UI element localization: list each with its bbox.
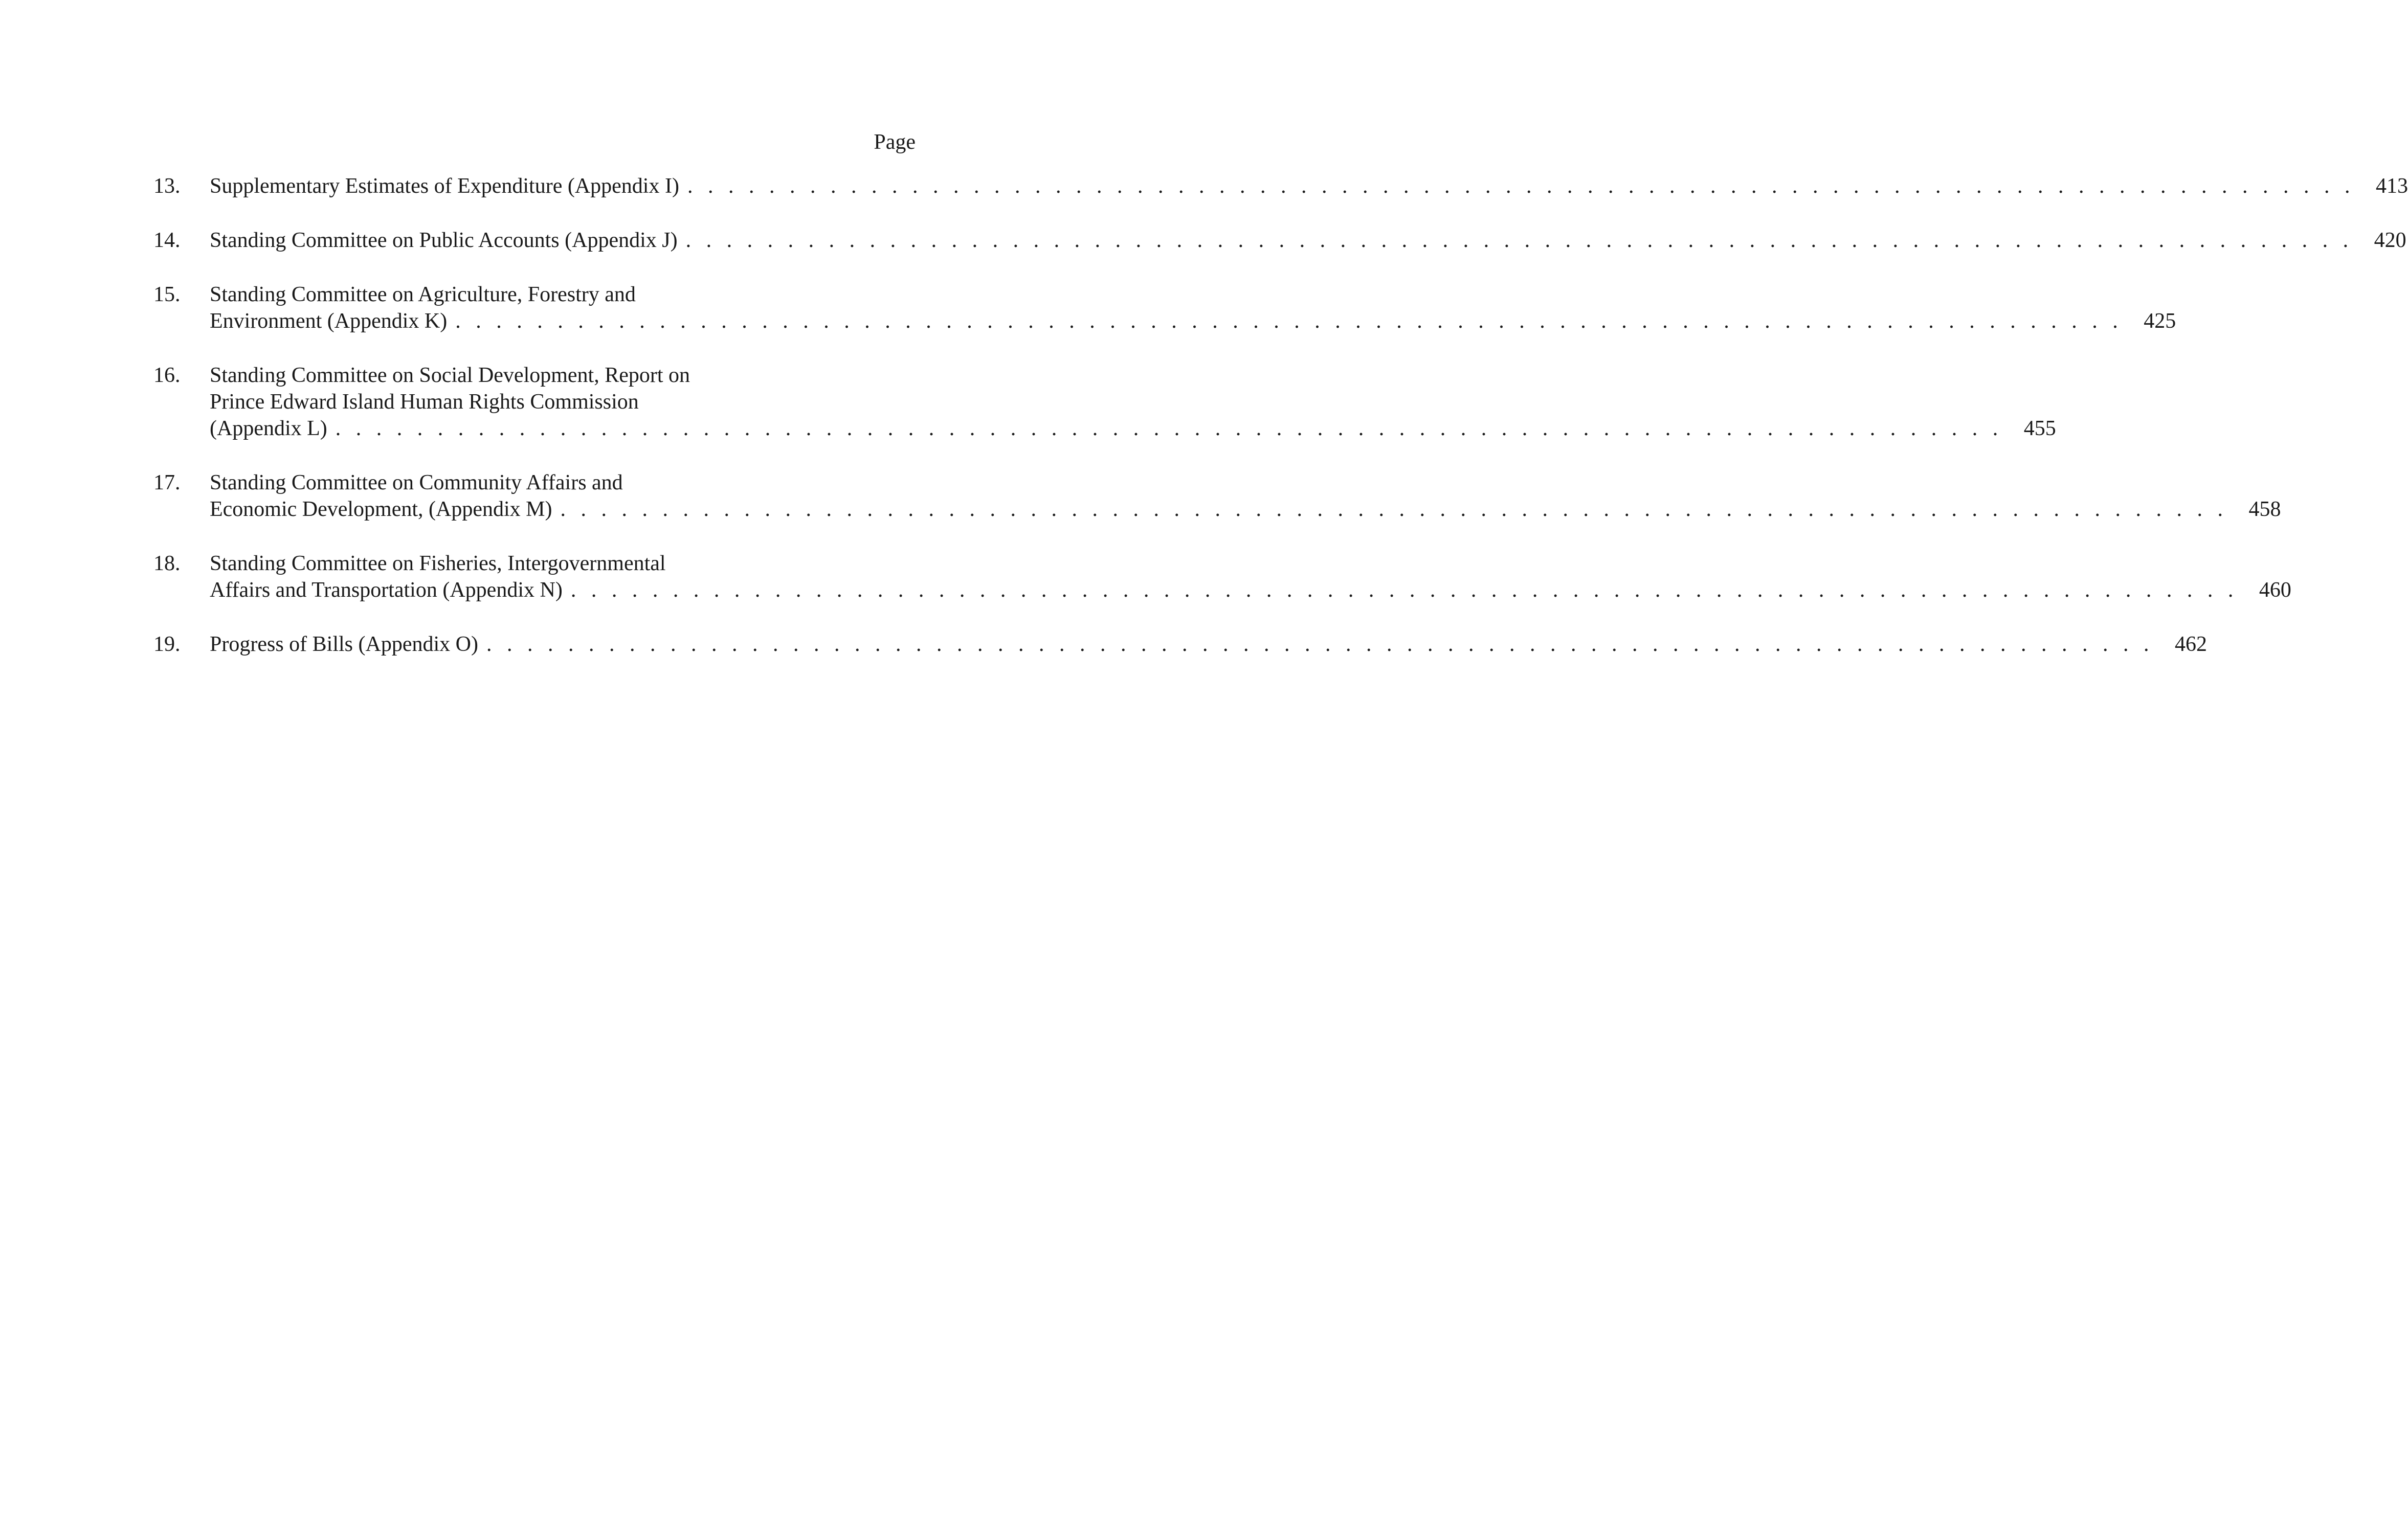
toc-entry-title: [210, 173, 2408, 199]
toc-entry-title-line: Standing Committee on Fisheries, Intergovernmental: [210, 552, 666, 575]
dot-leader: . . . . . . . . . . . . . . . . . . . . . . . . . . . . . . . . . . . . . . . . . . . . . . . . . . . . . . . . . . . . . . . . . . . . . . . . . . . . . . . . . .: [687, 174, 2355, 198]
toc-entry-title-line: Affairs and Transportation (Appendix N): [210, 578, 563, 602]
toc-entry-number: 15.: [153, 283, 181, 306]
toc-entry-title-line: Standing Committee on Public Accounts (Appendix J): [210, 229, 678, 252]
toc-entry-title: [210, 281, 2176, 334]
toc-entry-title-line: Standing Committee on Community Affairs and: [210, 471, 623, 494]
toc-entry-title: [210, 362, 2056, 442]
toc-entry-number: 17.: [153, 471, 181, 494]
toc-entry-title: [210, 469, 2281, 523]
toc-entry-title-line: Progress of Bills (Appendix O): [210, 633, 478, 656]
dot-leader: . . . . . . . . . . . . . . . . . . . . . . . . . . . . . . . . . . . . . . . . . . . . . . . . . . . . . . . . . . . . . . . . . . . . . . . . . . . . . . . . . .: [560, 498, 2228, 521]
toc-entry-page-number: 462: [2174, 633, 2207, 656]
toc-entry-title-line: Environment (Appendix K): [210, 309, 448, 333]
toc-entry-page-number: 425: [2144, 309, 2176, 333]
toc-entry-title-line: Standing Committee on Agriculture, Forestry and: [210, 283, 636, 306]
page-column-heading: Page: [874, 130, 916, 154]
toc-entry-page-number: 413: [2375, 174, 2408, 198]
dot-leader: . . . . . . . . . . . . . . . . . . . . . . . . . . . . . . . . . . . . . . . . . . . . . . . . . . . . . . . . . . . . . . . . . . . . . . . . . . . . . . . . . .: [335, 417, 2003, 440]
toc-entry-page-number: 460: [2259, 578, 2291, 602]
toc-entry-number: 14.: [153, 229, 181, 252]
toc-entry-number: 18.: [153, 552, 181, 575]
toc-entry-title: [210, 631, 2207, 658]
toc-entry-page-number: 420: [2374, 229, 2406, 252]
toc-entry-title-line: Economic Development, (Appendix M): [210, 498, 552, 521]
toc-entry-page-number: 458: [2248, 498, 2281, 521]
toc-entry-title: [210, 227, 2406, 254]
toc-entry-page-number: 455: [2023, 417, 2056, 440]
toc-entry-title-line: Prince Edward Island Human Rights Commission: [210, 390, 639, 414]
dot-leader: . . . . . . . . . . . . . . . . . . . . . . . . . . . . . . . . . . . . . . . . . . . . . . . . . . . . . . . . . . . . . . . . . . . . . . . . . . . . . . . . . .: [685, 229, 2353, 252]
toc-entry-title-line: (Appendix L): [210, 417, 327, 440]
dot-leader: . . . . . . . . . . . . . . . . . . . . . . . . . . . . . . . . . . . . . . . . . . . . . . . . . . . . . . . . . . . . . . . . . . . . . . . . . . . . . . . . . .: [570, 578, 2238, 602]
dot-leader: . . . . . . . . . . . . . . . . . . . . . . . . . . . . . . . . . . . . . . . . . . . . . . . . . . . . . . . . . . . . . . . . . . . . . . . . . . . . . . . . . .: [486, 633, 2154, 656]
toc-entry-title: [210, 550, 2291, 603]
toc-entry-number: 19.: [153, 633, 181, 656]
toc-entry-number: 13.: [153, 174, 181, 198]
toc-entry-title-line: Supplementary Estimates of Expenditure (Appendix I): [210, 174, 679, 198]
dot-leader: . . . . . . . . . . . . . . . . . . . . . . . . . . . . . . . . . . . . . . . . . . . . . . . . . . . . . . . . . . . . . . . . . . . . . . . . . . . . . . . . . .: [455, 309, 2123, 333]
toc-entry-number: 16.: [153, 364, 181, 387]
toc-entry-title-line: Standing Committee on Social Development, Report on: [210, 364, 690, 387]
